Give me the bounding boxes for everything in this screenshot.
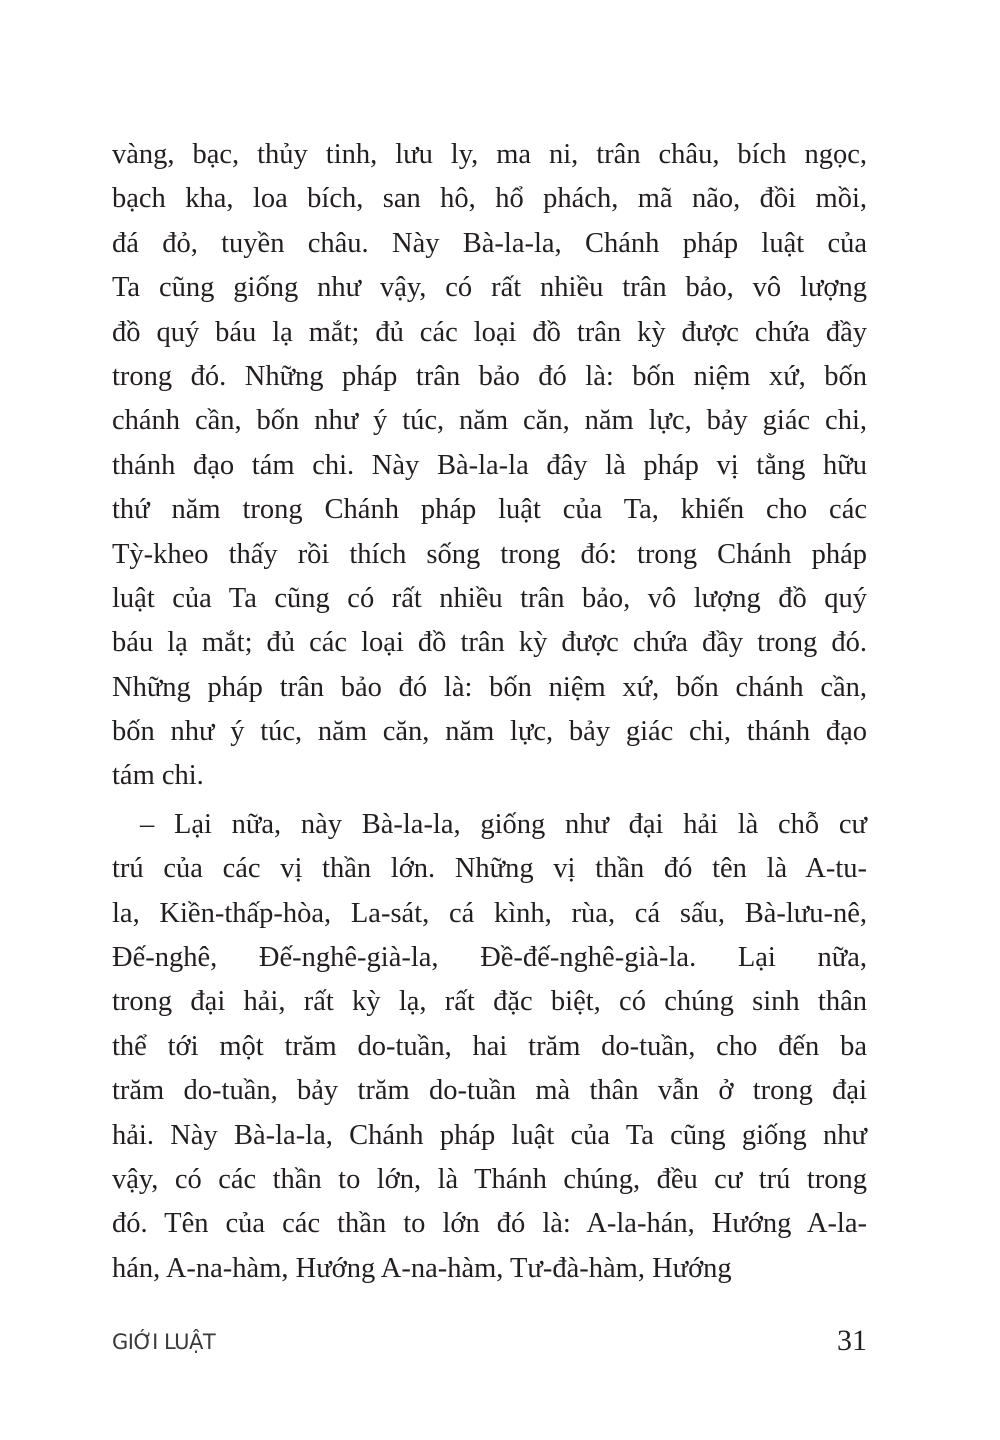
text-line: báu lạ mắt; đủ các loại đồ trân kỳ được chứa đầy trong đó.	[112, 627, 867, 659]
text-line: bốn như ý túc, năm căn, năm lực, bảy giác chi, thánh đạo	[112, 716, 867, 748]
text-line: trong đại hải, rất kỳ lạ, rất đặc biệt, có chúng sinh thân	[112, 986, 867, 1018]
text-line: tám chi.	[112, 760, 204, 792]
body-text	[112, 133, 867, 1291]
text-line: vậy, có các thần to lớn, là Thánh chúng, đều cư trú trong	[112, 1163, 867, 1195]
text-line: chánh cần, bốn như ý túc, năm căn, năm lực, bảy giác chi,	[112, 405, 867, 437]
text-line: trong đó. Những pháp trân bảo đó là: bốn niệm xứ, bốn	[112, 360, 867, 392]
text-line: Những pháp trân bảo đó là: bốn niệm xứ, bốn chánh cần,	[112, 671, 867, 703]
text-line: Tỳ-kheo thấy rồi thích sống trong đó: trong Chánh pháp	[112, 538, 867, 570]
paragraph	[112, 133, 867, 799]
text-line: hán, A-na-hàm, Hướng A-na-hàm, Tư-đà-hàm, Hướng	[112, 1252, 732, 1284]
text-line: trú của các vị thần lớn. Những vị thần đó tên là A-tu-	[112, 853, 867, 885]
page-number: 31	[837, 1324, 867, 1357]
text-line: thể tới một trăm do-tuần, hai trăm do-tuần, cho đến ba	[112, 1030, 867, 1062]
paragraph	[112, 803, 867, 1291]
text-line: thánh đạo tám chi. Này Bà-la-la đây là pháp vị tằng hữu	[112, 449, 867, 481]
text-line: vàng, bạc, thủy tinh, lưu ly, ma ni, trân châu, bích ngọc,	[112, 139, 867, 170]
text-line: Đế-nghê, Đế-nghê-già-la, Đề-đế-nghê-già-la. Lại nữa,	[112, 942, 867, 974]
text-line: la, Kiền-thấp-hòa, La-sát, cá kình, rùa, cá sấu, Bà-lưu-nê,	[112, 897, 867, 929]
text-line: bạch kha, loa bích, san hô, hổ phách, mã não, đồi mồi,	[112, 183, 867, 215]
text-line: đồ quý báu lạ mắt; đủ các loại đồ trân kỳ được chứa đầy	[112, 316, 867, 348]
text-line: đá đỏ, tuyền châu. Này Bà-la-la, Chánh pháp luật của	[112, 227, 867, 259]
text-line: đó. Tên của các thần to lớn đó là: A-la-hán, Hướng A-la-	[112, 1208, 867, 1240]
text-line: trăm do-tuần, bảy trăm do-tuần mà thân vẫn ở trong đại	[112, 1075, 867, 1107]
text-line: thứ năm trong Chánh pháp luật của Ta, khiến cho các	[112, 494, 867, 526]
text-line: – Lại nữa, này Bà-la-la, giống như đại hải là chỗ cư	[140, 808, 867, 840]
text-line: Ta cũng giống như vậy, có rất nhiều trân bảo, vô lượng	[112, 272, 867, 304]
text-line: hải. Này Bà-la-la, Chánh pháp luật của Ta cũng giống như	[112, 1119, 867, 1151]
text-line: luật của Ta cũng có rất nhiều trân bảo, vô lượng đồ quý	[112, 582, 867, 614]
running-footer-title: GIỚI LUẬT	[112, 1330, 216, 1354]
